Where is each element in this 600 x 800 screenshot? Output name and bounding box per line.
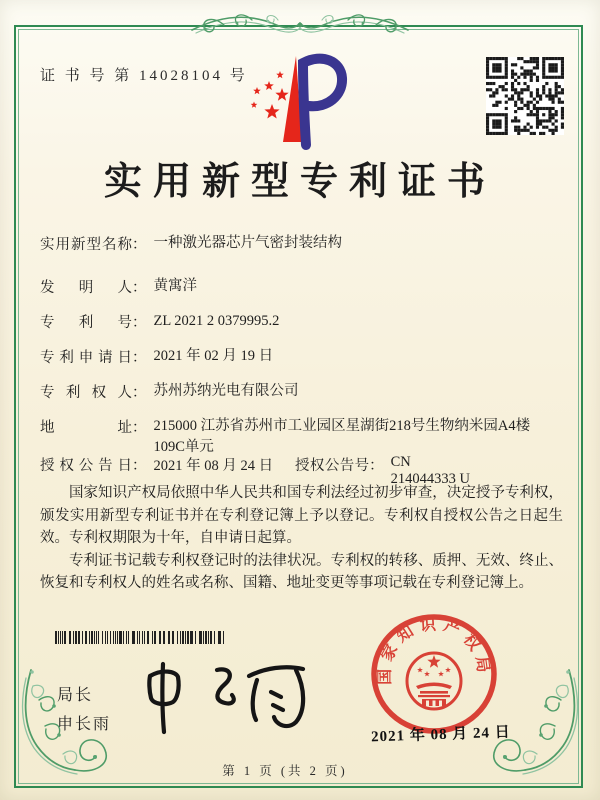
field-value: 一种激光器芯片气密封装结构 xyxy=(153,235,342,251)
field-label: 实用新型名称 xyxy=(40,237,132,253)
cnipa-logo-icon xyxy=(242,50,362,153)
signer-block xyxy=(57,681,111,739)
field-row-name: 实用新型名称 ： 一种激光器芯片气密封装结构 xyxy=(40,235,342,253)
field-row-address: 地址 ： 215000 江苏省苏州市工业园区星湖街218号生物纳米园A4楼109C单元 xyxy=(40,416,534,458)
field-label: 发明人 xyxy=(40,280,132,296)
page-number: 第 1 页 (共 2 页) xyxy=(222,764,348,778)
field-value: 黄寓洋 xyxy=(153,278,197,294)
handwritten-signature-icon xyxy=(133,650,328,750)
field-value: 2021 年 02 月 19 日 xyxy=(153,348,274,364)
field-label: 专利号 xyxy=(40,315,132,331)
top-flourish-ornament-icon xyxy=(190,9,410,47)
field-value: 215000 江苏省苏州市工业园区星湖街218号生物纳米园A4楼109C单元 xyxy=(153,418,531,455)
grant-no-value: CN 214044333 U xyxy=(390,454,470,487)
legal-paragraph-1: 国家知识产权局依照中华人民共和国专利法经过初步审查，决定授予专利权，颁发实用新型专利证书并在专利登记簿上予以登记。专利权自授权公告之日起生效。专利权期限为十年，自申请日起算。 xyxy=(40,485,563,546)
seal-text: 国家知识产权局 xyxy=(376,616,492,685)
grant-date-value: 2021 年 08 月 24 日 xyxy=(153,458,274,474)
signer-name: 申长雨 xyxy=(57,716,112,733)
field-label: 专利权人 xyxy=(40,385,132,401)
grant-no-label: 授权公告号 xyxy=(295,458,370,474)
certificate-number: 证 书 号 第 14028104 号 xyxy=(40,68,248,84)
certificate-title: 实用新型专利证书 xyxy=(103,161,496,203)
signer-title: 局长 xyxy=(57,687,94,704)
legal-paragraph-2: 专利证书记载专利权登记时的法律状况。专利权的转移、质押、无效、终止、恢复和专利权人的姓名或名称、国籍、地址变更等事项记载在专利登记簿上。 xyxy=(40,552,563,591)
field-row-filing-date: 专利申请日 ： 2021 年 02 月 19 日 xyxy=(40,348,274,366)
grant-row: 授权公告日 ： 2021 年 08 月 24 日 授权公告号 ： CN 214044333 U xyxy=(40,454,273,475)
field-value: 苏州苏纳光电有限公司 xyxy=(153,383,299,399)
field-value: ZL 2021 2 0379995.2 xyxy=(153,313,280,329)
field-row-patentee: 专利权人 ： 苏州苏纳光电有限公司 xyxy=(40,383,299,401)
seal-date: 2021 年 08 月 24 日 xyxy=(370,724,512,746)
qr-code-icon xyxy=(486,57,564,135)
field-label: 专利申请日 xyxy=(40,350,132,366)
grant-date-label: 授权公告日 xyxy=(40,458,132,474)
field-label: 地址 xyxy=(40,420,132,436)
field-row-inventor: 发明人 ： 黄寓洋 xyxy=(40,278,197,296)
svg-text:国家知识产权局 xyxy=(375,615,493,685)
legal-text xyxy=(40,482,563,595)
field-row-patent-no: 专利号 ： ZL 2021 2 0379995.2 xyxy=(40,313,280,331)
barcode-icon xyxy=(55,631,225,644)
